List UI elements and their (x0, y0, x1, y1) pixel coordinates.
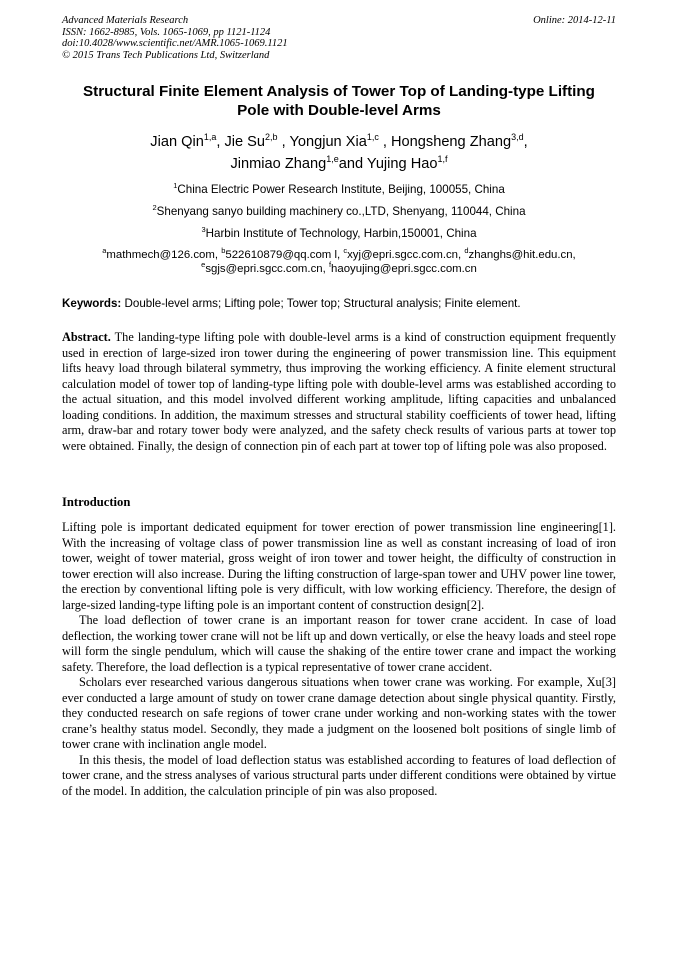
paper-title (62, 82, 616, 120)
email-line-2 (62, 262, 616, 276)
author-affiliation-mark: 1,c (366, 132, 379, 142)
email-list (62, 248, 616, 276)
email-mark: b (221, 246, 226, 255)
author-affiliation-mark: 1,f (437, 154, 448, 164)
email-mark: f (328, 260, 332, 269)
affiliation-text: China Electric Power Research Institute, Beijing, 100055, China (177, 183, 505, 196)
affiliation-text: Harbin Institute of Technology, Harbin,150001, China (205, 227, 477, 240)
affiliation-number: 1 (173, 181, 178, 190)
affiliation-1 (62, 183, 616, 197)
author-name: Jie Su (224, 134, 266, 150)
author-list (62, 131, 616, 175)
email-address: 522610879@qq.com l, (225, 249, 341, 261)
section-heading-introduction: Introduction (62, 495, 131, 509)
affiliation-text: Shenyang sanyo building machinery co.,LTD, Shenyang, 110044, China (156, 205, 526, 218)
abstract (62, 330, 616, 454)
author-name: Yujing Hao (366, 156, 438, 172)
author-name: Jian Qin (150, 134, 204, 150)
email-address: xyj@epri.sgcc.com.cn, (347, 249, 462, 261)
author-affiliation-mark: 3,d (511, 132, 524, 142)
title-line-1: Structural Finite Element Analysis of Tower Top of Landing-type Lifting (83, 83, 595, 100)
paragraph: The load deflection of tower crane is an important reason for tower crane accident. In case of load deflection, the working tower crane will not be lift up and down vertically, or else the heavy loads and steel rope will form the single pendulum, which will cause the shaking of the entire tower crane and impact the working safety. Therefore, the load deflection is a typical representative of tower crane accident. (62, 613, 616, 674)
paragraph: In this thesis, the model of load deflection status was established according to features of load deflection of tower crane, and the stress analyses of various structural parts under different conditions were obtained by virtue of the model. In addition, the calculation principle of pin was also proposed. (62, 752, 616, 798)
abstract-text: The landing-type lifting pole with double-level arms is a kind of construction equipment frequently used in erection of large-sized iron tower during the engineering of power transmission line. This equipment lifts heavy load through bilateral symmetry, thus improving the working efficiency. A finite element structural calculation model of tower top of landing-type lifting pole with double-level arms was established according to the actual situation, and this model involved different working amplitude, lifting capacities and unbalanced loading conditions. In addition, the maximum stresses and structural stability coefficients of tower head, lifting arm, draw-bar and rotary tower body were analyzed, and the safety check results of various parts at tower top were obtained. Finally, the design of connection pin of each part at tower top of lifting pole was also proposed. (62, 330, 616, 453)
author-separator: , (378, 134, 392, 150)
author-separator: , (523, 134, 528, 150)
email-line-1 (62, 248, 616, 262)
introduction-body (62, 520, 616, 799)
author-line-1 (62, 131, 616, 153)
author-affiliation-mark: 2,b (265, 132, 278, 142)
author-conjunction: and (338, 156, 364, 172)
author-name: Hongsheng Zhang (391, 134, 512, 150)
email-address: zhanghs@hit.edu.cn, (468, 249, 576, 261)
copyright-line: © 2015 Trans Tech Publications Ltd, Switzerland (62, 49, 270, 61)
paragraph: Lifting pole is important dedicated equipment for tower erection of power transmission line engineering[1]. With the increasing of voltage class of power transmission line as well as constant increasing of load of iron tower, weight of tower material, gross weight of iron tower and tower height, the difficulty of construction in tower erection will also increase. During the lifting construction of large-span tower and UHV power line tower, the erection by conventional lifting pole is very difficult, with low working efficiency. Therefore, the design of large-sized landing-type lifting pole is an important content of construction design[2]. (62, 520, 616, 612)
issn-line: ISSN: 1662-8985, Vols. 1065-1069, pp 1121-1124 (62, 26, 271, 38)
email-mark: e (201, 260, 206, 269)
keywords-text: Double-level arms; Lifting pole; Tower top; Structural analysis; Finite element. (124, 297, 521, 310)
affiliation-2 (62, 205, 616, 219)
title-line-2: Pole with Double-level Arms (237, 102, 441, 119)
affiliation-number: 2 (152, 203, 157, 212)
author-name: Yongjun Xia (289, 134, 367, 150)
author-affiliation-mark: 1,e (326, 154, 339, 164)
keywords-label: Keywords: (62, 297, 122, 310)
author-name: Jinmiao Zhang (230, 156, 327, 172)
author-separator: , (277, 134, 290, 150)
author-affiliation-mark: 1,a (203, 132, 217, 142)
keywords (62, 297, 616, 311)
paragraph: Scholars ever researched various dangerous situations when tower crane was working. For example, Xu[3] ever conducted a large amount of study on tower crane damage detection about single physical quantity. Firstly, they conducted research on safe regions of tower crane under working and non-working states with the tower crane’s healthy status model. Secondly, they made a judgment on the loosened bolt positions of single limb of tower crane with inclination angle model. (62, 675, 616, 751)
doi-line: doi:10.4028/www.scientific.net/AMR.1065-1069.1121 (62, 38, 288, 50)
author-separator: , (216, 134, 225, 150)
email-mark: c (343, 246, 348, 255)
email-address: mathmech@126.com, (106, 249, 219, 261)
affiliation-number: 3 (201, 225, 206, 234)
email-address: haoyujing@epri.sgcc.com.cn (331, 263, 477, 275)
email-mark: a (102, 246, 107, 255)
email-mark: d (464, 246, 469, 255)
abstract-label: Abstract. (62, 330, 111, 344)
author-line-2 (62, 153, 616, 175)
journal-name: Advanced Materials Research (62, 15, 189, 26)
email-address: sgjs@epri.sgcc.com.cn, (205, 263, 326, 275)
affiliation-3 (62, 227, 616, 241)
running-header (62, 15, 616, 61)
online-date: Online: 2014-12-11 (533, 15, 616, 26)
